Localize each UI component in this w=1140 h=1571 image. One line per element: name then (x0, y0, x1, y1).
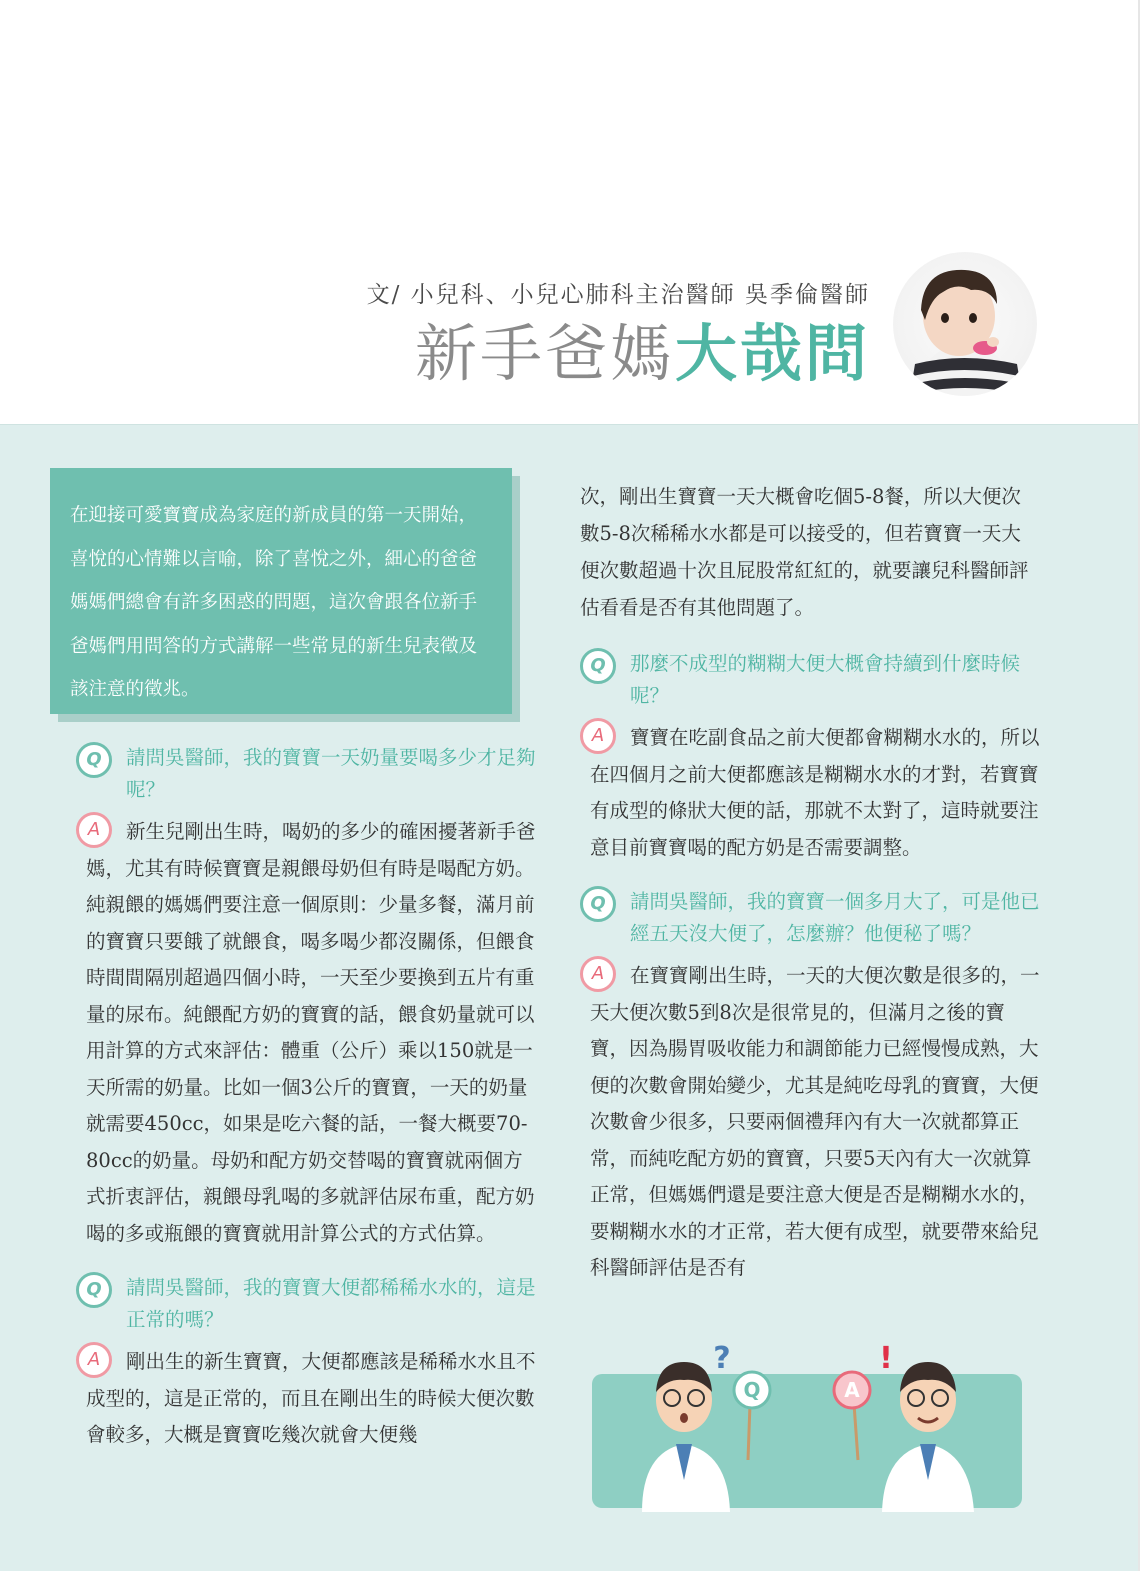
author-byline: 文/ 小兒科、小兒心肺科主治醫師 吳季倫醫師 (366, 282, 870, 308)
baby-photo-illustration (893, 252, 1037, 396)
answer-text: 在寶寶剛出生時，一天的大便次數是很多的，一天大便次數5到8次是很常見的，但滿月之後的寶寶，因為腸胃吸收能力和調節能力已經慢慢成熟，大便的次數會開始變少，尤其是純吃母乳的寶寶，大便次數會少很多，只要兩個禮拜內有大一次就都算正常，而純吃配方奶的寶寶，只要5天內有大一次就算正常，但媽媽們還是要注意大便是否是糊糊水水的，要糊糊水水的才正常，若大便有成型，就要帶來給兒科醫師評估是否有 (590, 964, 1040, 1279)
qa-item (580, 886, 1040, 1287)
answer (580, 720, 1040, 866)
question (580, 648, 1040, 712)
q-badge-icon: Q (580, 886, 616, 922)
a-badge-icon: A (580, 718, 616, 754)
question-text: 請問吳醫師，我的寶寶大便都稀稀水水的，這是正常的嗎？ (126, 1276, 536, 1331)
q-badge-icon: Q (76, 1272, 112, 1308)
answer (76, 814, 536, 1252)
question-text: 請問吳醫師，我的寶寶一天奶量要喝多少才足夠呢？ (126, 746, 536, 801)
a-badge-icon: A (76, 1342, 112, 1378)
question-text: 那麼不成型的糊糊大便大概會持續到什麼時候呢？ (630, 652, 1021, 707)
divider (0, 424, 1140, 425)
q-badge-icon: Q (76, 742, 112, 778)
title-part-1: 新手爸媽 (414, 317, 675, 390)
baby-photo (893, 252, 1037, 396)
q-badge-icon: Q (580, 648, 616, 684)
answer-text: 剛出生的新生寶寶，大便都應該是稀稀水水且不成型的，這是正常的，而且在剛出生的時候大便次數會較多，大概是寶寶吃幾次就會大便幾 (86, 1350, 536, 1446)
question-mark: ? (713, 1341, 731, 1376)
qa-item (76, 742, 536, 1252)
a-badge-icon: A (580, 956, 616, 992)
answer-text: 新生兒剛出生時，喝奶的多少的確困擾著新手爸媽，尤其有時候寶寶是親餵母奶但有時是喝配方奶。純親餵的媽媽們要注意一個原則：少量多餐，滿月前的寶寶只要餓了就餵食，喝多喝少都沒關係，但餵食時間間隔別超過四個小時，一天至少要換到五片有重量的尿布。純餵配方奶的寶寶的話，餵食奶量就可以用計算的方式來評估：體重（公斤）乘以150就是一天所需的奶量。比如一個3公斤的寶寶，一天的奶量就需要450cc，如果是吃六餐的話，一餐大概要70-80cc的奶量。母奶和配方奶交替喝的寶寶就兩個方式折衷評估，親餵母乳喝的多就評估尿布重，配方奶喝的多或瓶餵的寶寶就用計算公式的方式估算。 (86, 820, 536, 1245)
q-sign-label: Q (743, 1378, 761, 1402)
qa-item (580, 648, 1040, 866)
qa-item (76, 1272, 536, 1454)
question-text: 請問吳醫師，我的寶寶一個多月大了，可是他已經五天沒大便了，怎麼辦？他便秘了嗎？ (630, 890, 1040, 945)
exclamation-mark: ! (879, 1341, 893, 1376)
a-sign-label: A (844, 1378, 860, 1402)
answer (76, 1344, 536, 1454)
intro-box (50, 468, 512, 714)
answer-text: 寶寶在吃副食品之前大便都會糊糊水水的，所以在四個月之前大便都應該是糊糊水水的才對，若寶寶有成型的條狀大便的話，那就不太對了，這時就要注意目前寶寶喝的配方奶是否需要調整。 (590, 726, 1040, 859)
title-part-2: 大哉問 (674, 317, 870, 390)
question (580, 886, 1040, 950)
doctors-qa-illustration (592, 1340, 1022, 1512)
left-column (76, 742, 536, 1454)
doctors-illustration (592, 1340, 1022, 1512)
answer (580, 958, 1040, 1287)
right-column (580, 478, 1040, 1287)
a-badge-icon: A (76, 812, 112, 848)
continued-answer: 次，剛出生寶寶一天大概會吃個5-8餐，所以大便次數5-8次稀稀水水都是可以接受的，但若寶寶一天大便次數超過十次且屁股常紅紅的，就要讓兒科醫師評估看看是否有其他問題了。 (580, 485, 1029, 619)
question (76, 742, 536, 806)
page-title (380, 318, 870, 390)
intro-text: 在迎接可愛寶寶成為家庭的新成員的第一天開始，喜悅的心情難以言喻，除了喜悅之外，細心的爸爸媽媽們總會有許多困惑的問題，這次會跟各位新手爸媽們用問答的方式講解一些常見的新生兒表徵及該注意的徵兆。 (70, 505, 478, 700)
question (76, 1272, 536, 1336)
